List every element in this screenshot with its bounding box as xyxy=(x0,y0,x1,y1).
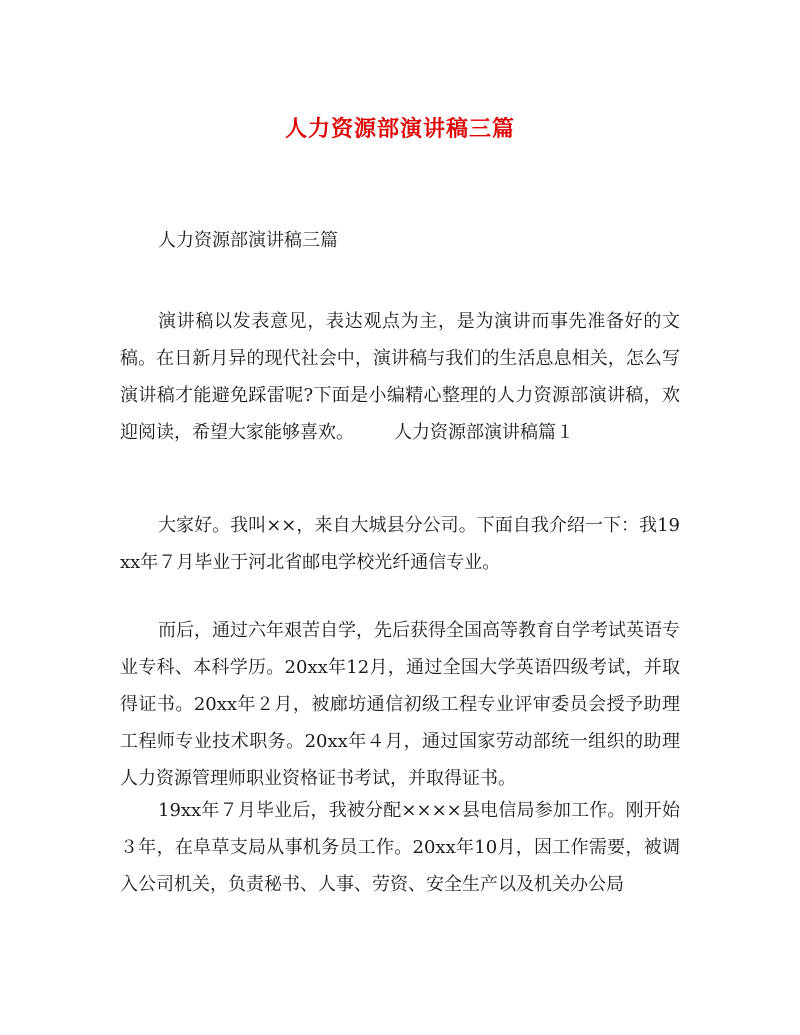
intro-text: 演讲稿以发表意见，表达观点为主，是为演讲而事先准备好的文稿。在日新月异的现代社会中，演讲稿与我们的生活息息相关，怎么写演讲稿才能避免踩雷呢?下面是小编精心整理的人力资源部演讲稿，欢迎阅读，希望大家能够喜欢。 xyxy=(120,311,680,443)
intro-paragraph xyxy=(120,303,680,451)
document-subtitle: 人力资源部演讲稿三篇 xyxy=(158,230,338,251)
body-paragraph-1: 大家好。我叫××，来自大城县分公司。下面自我介绍一下：我19xx年７月毕业于河北省邮电学校光纤通信专业。 xyxy=(120,515,680,573)
document-title: 人力资源部演讲稿三篇 xyxy=(284,116,515,142)
section-heading: 人力资源部演讲稿篇１ xyxy=(394,422,574,443)
body-paragraph-3: 19xx年７月毕业后，我被分配××××县电信局参加工作。刚开始３年，在阜草支局从事机务员工作。20xx年10月，因工作需要，被调入公司机关，负责秘书、人事、劳资、安全生产以及机关办公局 xyxy=(120,800,680,895)
body-paragraph-2: 而后，通过六年艰苦自学，先后获得全国高等教育自学考试英语专业专科、本科学历。20xx年12月，通过全国大学英语四级考试，并取得证书。20xx年２月，被廊坊通信初级工程专业评审委员会授予助理工程师专业技术职务。20xx年４月，通过国家劳动部统一组织的助理人力资源管理师职业资格证书考试，并取得证书。 xyxy=(120,620,680,789)
